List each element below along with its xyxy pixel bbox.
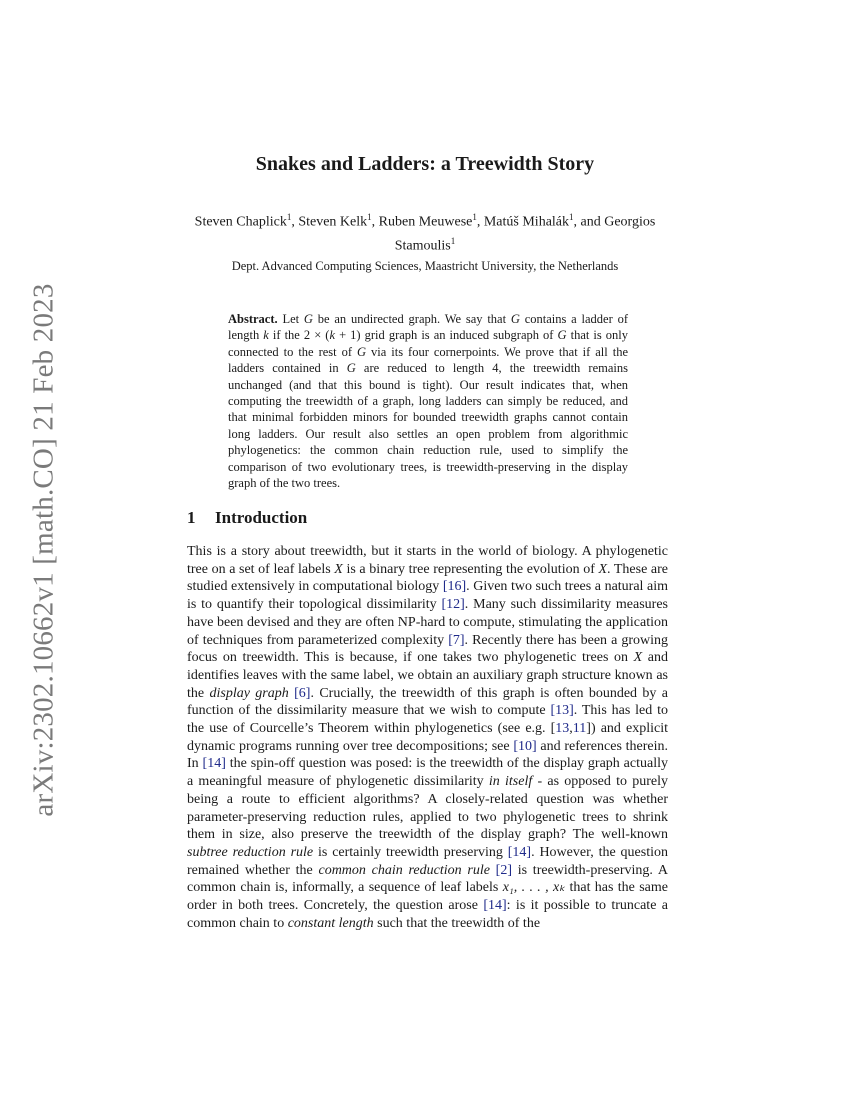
citation-link[interactable]: [12] [441, 597, 465, 613]
author-name: Steven Kelk [298, 214, 368, 230]
math-symbol: G [557, 328, 567, 343]
emphasis: display graph [209, 685, 289, 701]
abstract-text: Let G be an undirected graph. We say that G contains a ladder of length k if the 2 × (k + 1) grid graph is an induced subgraph of G that is only connected to the rest of G via its four cornerpoints. We prove that if all the ladders contained in G are reduced to length 4, the treewidth remains unchanged (and that this bound is tight). Our result indicates that, when computing the treewidth of a graph, long ladders can simply be reduced, and that minimal forbidden minors for bounded treewidth graphs cannot contain long ladders. Our result also settles an open problem from algorithmic phylogenetics: the common chain reduction rule, used to simplify the comparison of two evolutionary trees, is treewidth-preserving in the display graph of the two trees. [228, 312, 628, 491]
citation-link[interactable]: [6] [294, 685, 311, 701]
emphasis: in itself [488, 774, 533, 790]
math-symbol: k [329, 328, 336, 343]
affiliation-mark: 1 [569, 212, 574, 222]
affiliation-mark: 1 [367, 212, 372, 222]
math-symbol: k [263, 328, 269, 343]
math-symbol: G [357, 344, 367, 359]
citation-link[interactable]: [10] [513, 738, 537, 754]
introduction-body: This is a story about treewidth, but it starts in the world of biology. A phylogenetic tree on a set of leaf labels X is a binary tree representing the evolution of X. These are studied extensively in computational biology [16]. Given two such trees a natural aim is to quantify their topological dissimilarity [12]. Many such dissimilarity measures have been devised and they are often NP-hard to compute, stimulating the application of techniques from parameterized complexity [7]. Recently there has been a growing focus on treewidth. This is because, if one takes two phylogenetic trees on X and identifies leaves with the same label, we obtain an auxiliary graph structure known as the display graph [6]. Crucially, the treewidth of this graph is often bounded by a function of the dissimilarity measure that we wish to compute [13]. This has led to the use of Courcelle’s Theorem within phylogenetics (see e.g. [13,11]) and explicit dynamic programs running over tree decompositions; see [10] and references therein. In [14] the spin-off question was posed: is the treewidth of the display graph actually a meaningful measure of phylogenetic dissimilarity in itself - as opposed to purely being a route to efficient algorithms? A closely-related question was whether parameter-preserving reduction rules, applied to two phylogenetic trees to shrink them in size, also preserve the treewidth of the display graph? The well-known subtree reduction rule is certainly treewidth preserving [14]. However, the question remained whether the common chain reduction rule [2] is treewidth-preserving. A common chain is, informally, a sequence of leaf labels x₁, . . . , xₖ that has the same order in both trees. Concretely, the question arose [14]: is it possible to truncate a common chain to constant length such that the treewidth of the [187, 544, 669, 931]
citation-link[interactable]: [14] [507, 844, 532, 860]
author-name: Georgios Stamoulis [394, 214, 656, 254]
math-symbol: G [346, 361, 356, 376]
affiliation-mark: 1 [450, 235, 456, 246]
citation-link[interactable]: [14] [483, 898, 507, 914]
emphasis: x₁, . . . , xₖ [502, 880, 566, 896]
citation-link[interactable]: 11 [572, 721, 587, 737]
arxiv-identifier-sidebar: arXiv:2302.10662v1 [math.CO] 21 Feb 2023 [27, 283, 60, 817]
author-name: Ruben Meuwese [378, 214, 473, 230]
author-list: Steven Chaplick$^1$, Steven Kelk$^1$, Ruben Meuwese$^1$, Matúš Mihalák$^1$, and Georgios Stamoulis$^1$ [194, 212, 656, 254]
emphasis: X [598, 561, 608, 577]
citation-link[interactable]: [16] [442, 579, 467, 595]
emphasis: X [334, 561, 343, 577]
emphasis: subtree reduction rule [187, 844, 314, 860]
affiliation: Dept. Advanced Computing Sciences, Maastricht University, the Netherlands [231, 259, 619, 273]
emphasis: constant length [287, 915, 374, 931]
emphasis: X [633, 650, 643, 666]
math-symbol: G [510, 312, 520, 326]
citation-link[interactable]: [7] [448, 632, 465, 648]
abstract [228, 311, 628, 491]
author-name: Steven Chaplick [194, 214, 287, 230]
section-title: Introduction [215, 508, 308, 527]
affiliation-mark: 1 [286, 212, 292, 222]
citation-link[interactable]: 13 [555, 721, 570, 737]
affiliation-mark: 1 [472, 212, 477, 222]
emphasis: common chain reduction rule [318, 862, 490, 878]
citation-link[interactable]: [2] [495, 862, 512, 878]
citation-link[interactable]: [14] [202, 756, 226, 772]
paper-title: Snakes and Ladders: a Treewidth Story [255, 153, 595, 175]
author-name: Matúš Mihalák [483, 214, 570, 230]
section-heading [187, 508, 307, 528]
abstract-label: Abstract. [228, 312, 278, 326]
citation-link[interactable]: [13] [550, 703, 574, 719]
math-symbol: G [303, 312, 313, 326]
section-number: 1 [187, 508, 196, 527]
